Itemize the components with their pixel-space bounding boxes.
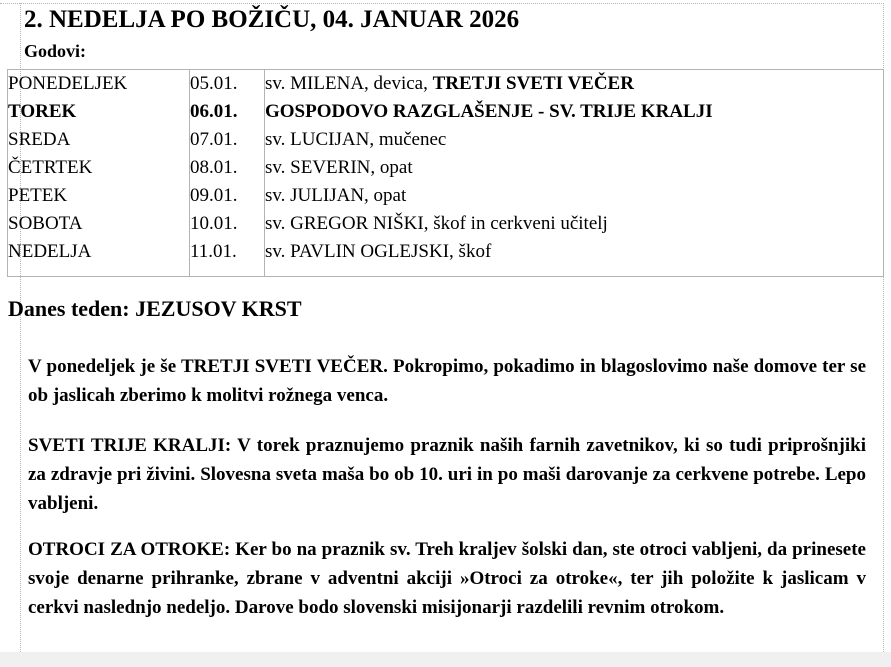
table-spacer-row (8, 266, 884, 277)
announcement-paragraph: V ponedeljek je še TRETJI SVETI VEČER. Pokropimo, pokadimo in blagoslovimo naše domove ter se ob jaslicah zberimo k molitvi rožnega venca. (28, 356, 866, 406)
description-text: sv. PAVLIN OGLEJSKI, škof (265, 241, 492, 262)
text-boundary-top (0, 3, 884, 4)
description-text: sv. GREGOR NIŠKI, škof in cerkveni učitelj (265, 213, 608, 234)
table-row (8, 126, 884, 154)
godovi-label: Godovi: (24, 41, 87, 61)
description-text: sv. SEVERIN, opat (265, 157, 413, 178)
date-cell: 08.01. (190, 154, 265, 182)
feast-days-table (7, 69, 884, 277)
description-cell (265, 182, 884, 210)
description-emphasis: GOSPODOVO RAZGLAŠENJE - SV. TRIJE KRALJI (265, 101, 713, 122)
table-row (8, 154, 884, 182)
page-title: 2. NEDELJA PO BOŽIČU, 04. JANUAR 2026 (24, 6, 520, 33)
day-cell: ČETRTEK (8, 157, 93, 178)
date-cell: 06.01. (190, 98, 265, 126)
date-cell: 05.01. (190, 70, 265, 99)
table-row (8, 182, 884, 210)
announcement-paragraph: SVETI TRIJE KRALJI: V torek praznujemo praznik naših farnih zavetnikov, ki so tudi priprošnjiki za zdravje pri živini. Slovesna sveta maša bo ob 10. uri in po maši darovanje za cerkvene potrebe. Lepo vabljeni. (28, 435, 866, 514)
description-cell (265, 154, 884, 182)
table-row (8, 238, 884, 266)
day-cell: SREDA (8, 129, 71, 150)
description-text: sv. MILENA, devica, (265, 73, 433, 94)
week-heading: Danes teden: JEZUSOV KRST (8, 296, 302, 321)
description-cell (265, 210, 884, 238)
date-cell: 10.01. (190, 210, 265, 238)
table-row (8, 70, 884, 99)
day-cell: PONEDELJEK (8, 73, 128, 94)
table-row (8, 210, 884, 238)
date-cell: 09.01. (190, 182, 265, 210)
description-cell (265, 70, 884, 99)
date-cell: 11.01. (190, 238, 265, 266)
day-cell: NEDELJA (8, 241, 92, 262)
table-row (8, 98, 884, 126)
description-cell (265, 126, 884, 154)
description-cell (265, 98, 884, 126)
description-cell (265, 238, 884, 266)
date-cell: 07.01. (190, 126, 265, 154)
day-cell: PETEK (8, 185, 68, 206)
announcement-paragraph: OTROCI ZA OTROKE: Ker bo na praznik sv. Treh kraljev šolski dan, ste otroci vabljeni, da prinesete svoje denarne prihranke, zbrane v adventni akciji »Otroci za otroke«, ter jih položite k jaslicam v cerkvi naslednjo nedeljo. Darove bodo slovenski misijonarji razdelili revnim otrokom. (28, 539, 866, 618)
description-text: sv. LUCIJAN, mučenec (265, 129, 447, 150)
day-cell: TOREK (8, 101, 77, 122)
day-cell: SOBOTA (8, 213, 83, 234)
description-emphasis: TRETJI SVETI VEČER (432, 73, 634, 94)
description-text: sv. JULIJAN, opat (265, 185, 407, 206)
page-outside-area (0, 652, 891, 667)
